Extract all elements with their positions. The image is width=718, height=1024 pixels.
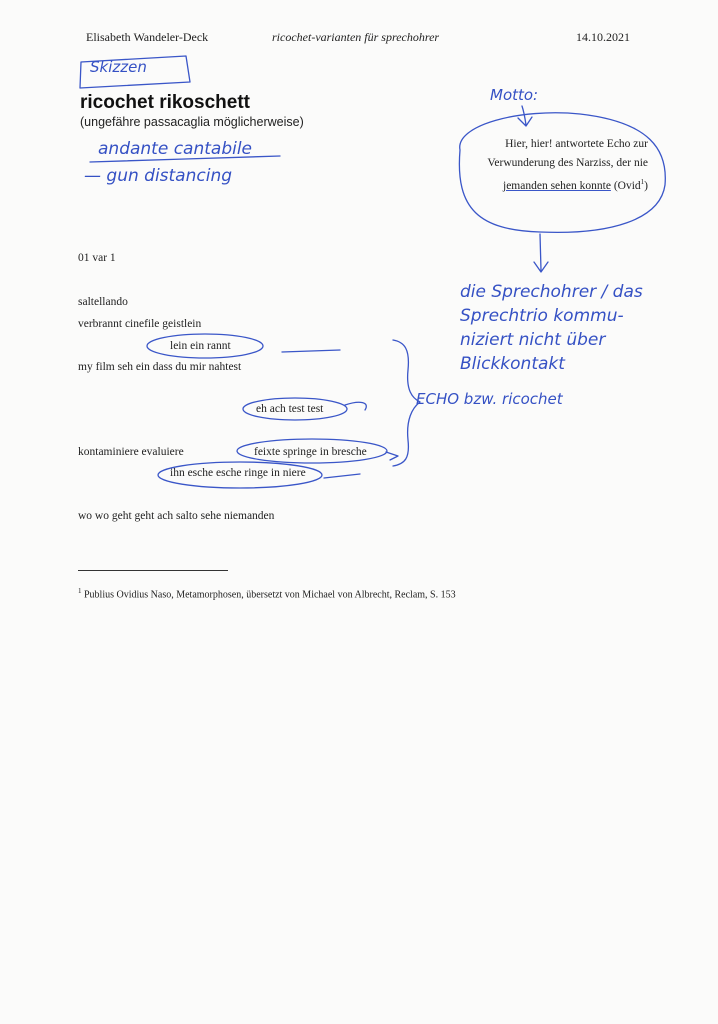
handwritten-arrow-ihn-esche	[324, 474, 360, 478]
handwritten-motto-ellipse	[459, 113, 665, 233]
handwritten-circle-ihn-esche	[158, 462, 322, 488]
handwritten-underline	[90, 156, 280, 162]
poem-line-circled: ihn esche esche ringe in niere	[170, 467, 306, 479]
motto-quote-line-1: Hier, hier! antwortete Echo zur	[505, 138, 648, 150]
poem-line: kontaminiere evaluiere	[78, 446, 184, 458]
handwritten-sketch-label: Skizzen	[90, 58, 147, 76]
poem-line: saltellando	[78, 296, 128, 308]
handwritten-arrow-down	[534, 234, 548, 272]
header-date: 14.10.2021	[576, 30, 630, 44]
handwritten-echo-note: ECHO bzw. ricochet	[416, 390, 563, 408]
footnote-reference: 1	[640, 178, 645, 186]
handwritten-motto-label: Motto:	[490, 86, 539, 104]
handwritten-tempo-note: andante cantabile	[98, 139, 253, 159]
motto-quote-citation-close: )	[644, 179, 648, 192]
handwritten-connector-eh-ach	[345, 402, 366, 410]
poem-line-circled: feixte springe in bresche	[254, 446, 367, 458]
handwritten-circle-feixte	[237, 439, 387, 463]
poem-line: my film seh ein dass du mir nahtest	[78, 361, 242, 373]
header-author: Elisabeth Wandeler-Deck	[86, 30, 209, 44]
handwritten-connector-feixte	[386, 452, 398, 460]
document-title: ricochet rikoschett	[80, 92, 250, 113]
poem-line-circled: eh ach test test	[256, 403, 324, 415]
handwritten-side-note-line: Blickkontakt	[460, 354, 565, 374]
handwritten-arrow-right	[282, 350, 340, 352]
document-subtitle: (ungefähre passacaglia möglicherweise)	[80, 115, 304, 129]
motto-quote-underlined-phrase: jemanden sehen konnte	[503, 179, 611, 192]
footnote-text: Publius Ovidius Naso, Metamorphosen, übersetzt von Michael von Albrecht, Reclam, S. 153	[84, 589, 456, 601]
handwritten-side-note-line: niziert nicht über	[460, 330, 606, 350]
header-work-title: ricochet-varianten für sprechohrer	[272, 30, 440, 44]
handwritten-arrow-to-motto	[518, 106, 532, 126]
poem-line: wo wo geht geht ach salto sehe niemanden	[78, 510, 275, 522]
handwritten-side-note-line: Sprechtrio kommu-	[460, 306, 624, 326]
handwritten-dynamics-note: — gun distancing	[84, 166, 233, 186]
handwritten-box-outline	[80, 56, 190, 88]
section-label: 01 var 1	[78, 252, 116, 264]
handwritten-right-bracket	[393, 340, 420, 466]
handwritten-side-note-line: die Sprechohrer / das	[460, 282, 643, 302]
handwritten-circle-eh-ach	[243, 398, 347, 420]
motto-quote-line-2: Verwunderung des Narziss, der nie	[487, 157, 648, 169]
motto-quote-citation: (Ovid	[613, 179, 641, 192]
poem-line: verbrannt cinefile geistlein	[78, 318, 202, 330]
handwritten-circle-lein	[147, 334, 263, 358]
footnote-number: 1	[78, 587, 82, 595]
poem-line-circled: lein ein rannt	[170, 340, 231, 352]
